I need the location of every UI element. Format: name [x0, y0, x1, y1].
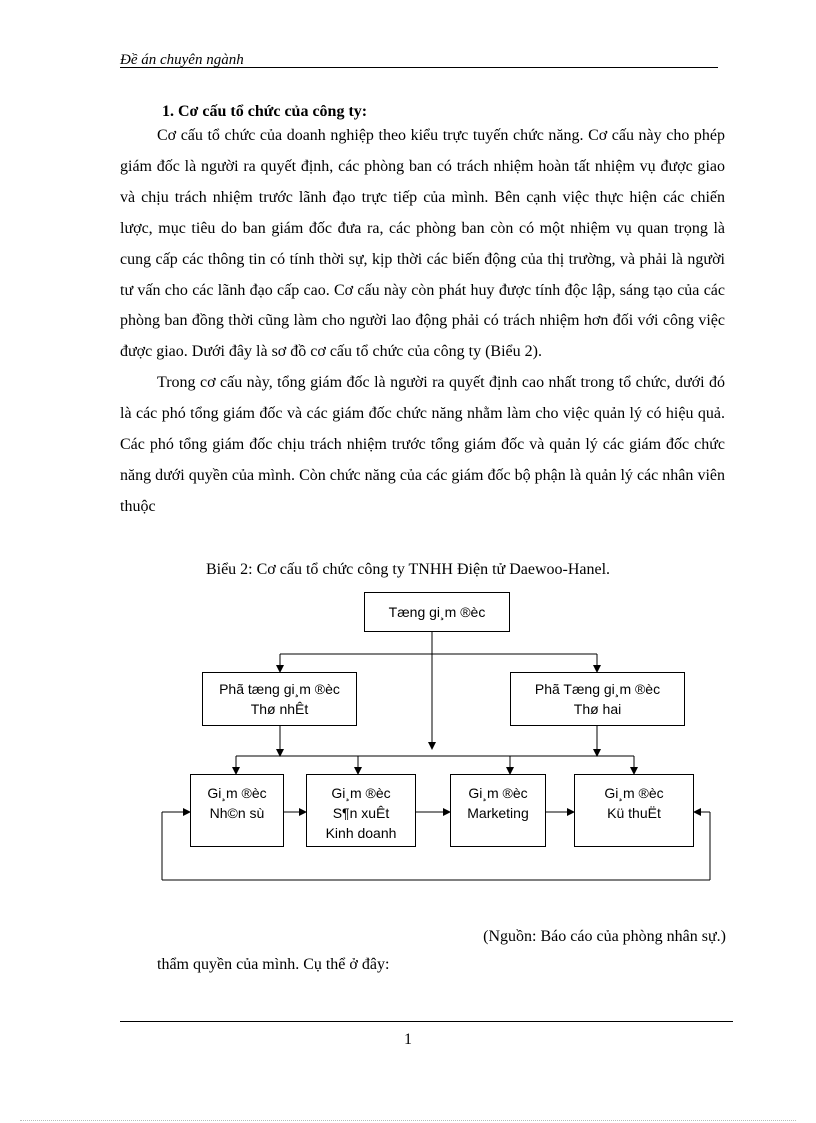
box-vice-director-2-line1: Phã Tæng gi¸m ®èc — [534, 681, 661, 697]
box-vice-director-1-line1: Phã tæng gi¸m ®èc — [219, 681, 340, 697]
box-vice-director-1 — [202, 672, 357, 726]
section-heading: 1. Cơ cấu tổ chức của công ty: — [162, 103, 368, 120]
header-title: Đề án chuyên ngành — [120, 52, 244, 68]
paragraph-2: Trong cơ cấu này, tổng giám đốc là người ra quyết định cao nhất trong tổ chức, dưới đó là các phó tổng giám đốc và các giám đốc chức năng nhằm làm cho việc quản lý có hiệu quả. Các phó tổng giám đốc chịu trách nhiệm trước tổng giám đốc và quản lý các giám đốc chức năng dưới quyền của mình. Còn chức năng của các giám đốc bộ phận là quản lý các nhân viên thuộc — [120, 374, 725, 515]
diagram-caption: Biểu 2: Cơ cấu tổ chức công ty TNHH Điện tử Daewoo-Hanel. — [205, 561, 611, 578]
box-director-marketing-line2: Marketing — [467, 805, 529, 821]
box-director-production-line1: Gi¸m ®èc — [331, 785, 391, 801]
box-vice-director-2 — [510, 672, 685, 726]
box-director-marketing-line1: Gi¸m ®èc — [468, 785, 528, 801]
paragraph-1: Cơ cấu tổ chức của doanh nghiệp theo kiểu trực tuyến chức năng. Cơ cấu này cho phép giám đốc là người ra quyết định, các phòng ban có trách nhiệm hoàn tất nhiệm vụ được giao và chịu trách nhiệm trước lãnh đạo trực tiếp của mình. Bên cạnh việc thực hiện các chiến lược, mục tiêu do ban giám đốc đưa ra, các phòng ban còn có một nhiệm vụ quan trọng là cung cấp các thông tin có tính thời sự, kịp thời các biến động của thị trường, và phải là người tư vấn cho các lãnh đạo cấp cao. Cơ cấu này còn phát huy được tính độc lập, sáng tạo của các phòng ban đồng thời cũng làm cho người lao động phải có trách nhiệm hơn đối với công việc được giao. Dưới đây là sơ đồ cơ cấu tổ chức của công ty (Biểu 2). — [120, 127, 725, 361]
box-director-production — [306, 774, 416, 847]
box-vice-director-1-line2: Thø nhÊt — [250, 701, 309, 717]
continuation-text: thẩm quyền của mình. Cụ thể ở đây: — [157, 956, 390, 973]
box-director-marketing — [450, 774, 546, 847]
page-edge — [20, 1120, 796, 1121]
footer-rule — [120, 1021, 733, 1022]
box-director-hr — [190, 774, 284, 847]
box-director-hr-line1: Gi¸m ®èc — [207, 785, 267, 801]
box-director-technical-line2: Kü thuËt — [607, 805, 661, 821]
box-director-production-line2: S¶n xuÊt — [332, 805, 390, 821]
box-general-director — [364, 592, 510, 632]
box-director-hr-line2: Nh©n sù — [209, 805, 265, 821]
header-rule — [120, 67, 718, 68]
box-vice-director-2-line2: Thø hai — [573, 701, 622, 717]
body-text — [120, 121, 725, 523]
box-director-technical-line1: Gi¸m ®èc — [604, 785, 664, 801]
box-director-technical — [574, 774, 694, 847]
source-note: (Nguồn: Báo cáo của phòng nhân sự.) — [483, 928, 726, 945]
box-director-production-line3: Kinh doanh — [325, 825, 397, 841]
page-number: 1 — [404, 1031, 412, 1048]
box-general-director-label: Tæng gi¸m ®èc — [388, 604, 486, 620]
